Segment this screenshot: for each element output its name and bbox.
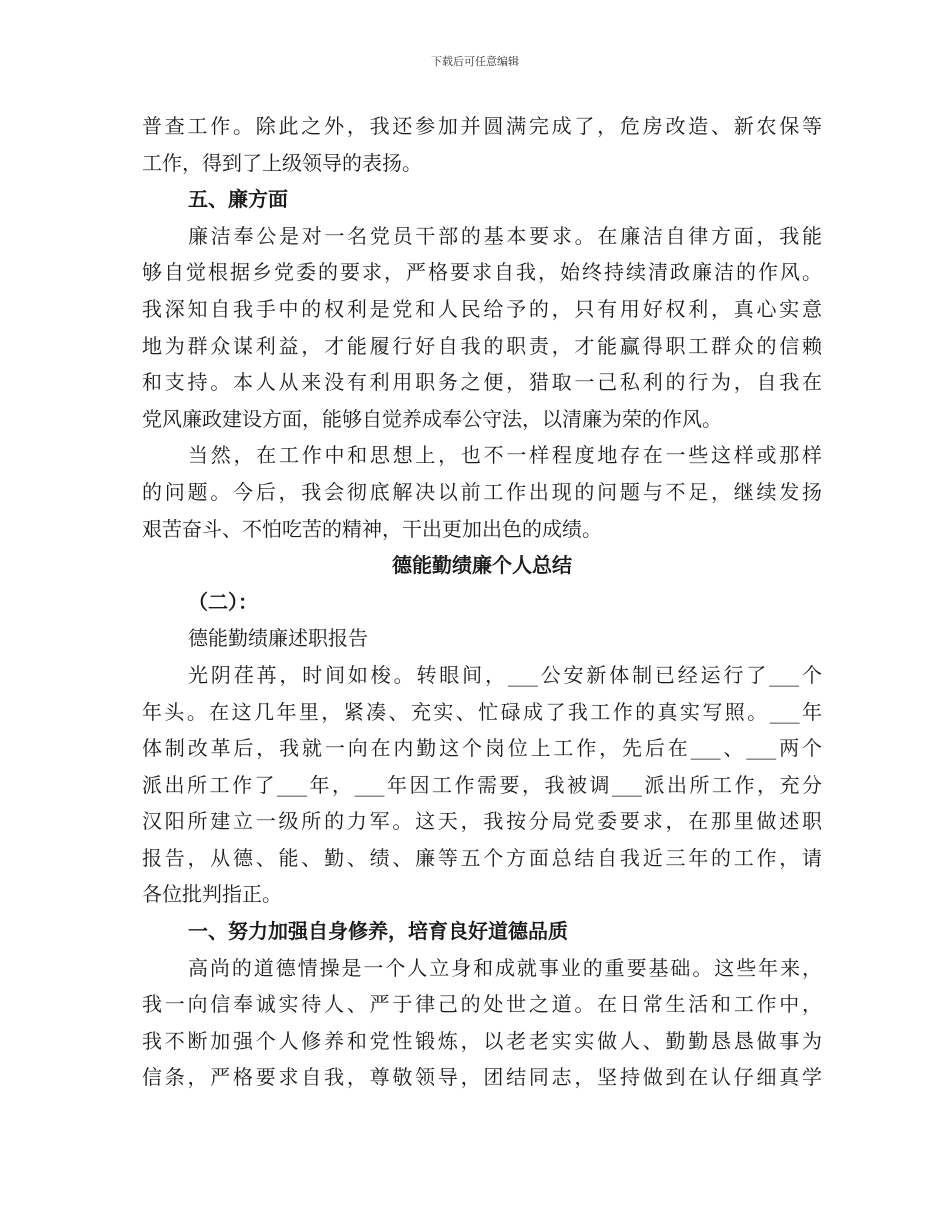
- paragraph-line: 年头。在这几年里，紧凑、充实、忙碌成了我工作的真实写照。___年: [142, 699, 822, 724]
- paragraph-line: 工作，得到了上级领导的表扬。: [142, 150, 422, 175]
- paragraph-line: 廉洁奉公是对一名党员干部的基本要求。在廉洁自律方面，我能: [188, 223, 822, 248]
- report-subtitle: 德能勤绩廉述职报告: [188, 626, 368, 651]
- paragraph-line: 党风廉政建设方面，能够自觉养成奉公守法，以清廉为荣的作风。: [142, 406, 722, 431]
- paragraph-line: 体制改革后，我就一向在内勤这个岗位上工作，先后在___、___两个: [142, 736, 822, 761]
- section-heading: 一、努力加强自身修养，培育良好道德品质: [188, 919, 568, 944]
- paragraph-line: 的问题。今后，我会彻底解决以前工作出现的问题与不足，继续发扬: [142, 479, 822, 504]
- paragraph-line: 艰苦奋斗、不怕吃苦的精神，干出更加出色的成绩。: [142, 516, 602, 541]
- paragraph-line: 汉阳所建立一级所的力军。这天，我按分局党委要求，在那里做述职: [142, 809, 822, 834]
- paragraph-line: 我一向信奉诚实待人、严于律己的处世之道。在日常生活和工作中，: [142, 992, 822, 1017]
- paragraph-line: 普查工作。除此之外，我还参加并圆满完成了，危房改造、新农保等: [142, 114, 822, 138]
- paragraph-line: 我深知自我手中的权利是党和人民给予的，只有用好权利，真心实意: [142, 296, 822, 321]
- paragraph-line: 高尚的道德情操是一个人立身和成就事业的重要基础。这些年来，: [188, 955, 822, 980]
- document-body: [142, 108, 822, 1096]
- paragraph-line: 报告，从德、能、勤、绩、廉等五个方面总结自我近三年的工作，请: [142, 845, 822, 870]
- paragraph-line: 派出所工作了___年，___年因工作需要，我被调___派出所工作，充分: [142, 772, 822, 797]
- paragraph-line: 当然，在工作中和思想上，也不一样程度地存在一些这样或那样: [188, 443, 822, 468]
- paragraph-line: 够自觉根据乡党委的要求，严格要求自我，始终持续清政廉洁的作风。: [142, 260, 822, 285]
- document-title: 德能勤绩廉个人总结: [392, 553, 572, 578]
- paragraph-line: 我不断加强个人修养和党性锻炼，以老老实实做人、勤勤恳恳做事为: [142, 1028, 822, 1053]
- page-header: 下载后可任意编辑: [431, 55, 519, 68]
- paragraph-line: 和支持。本人从来没有利用职务之便，猎取一己私利的行为，自我在: [142, 370, 822, 395]
- paragraph-line: 各位批判指正。: [142, 882, 282, 907]
- paragraph-line: 地为群众谋利益，才能履行好自我的职责，才能赢得职工群众的信赖: [142, 333, 822, 358]
- section-heading: 五、廉方面: [188, 187, 288, 212]
- paragraph-line: 信条，严格要求自我，尊敬领导，团结同志，坚持做到在认仔细真学: [142, 1065, 822, 1090]
- section-heading: （二）：: [188, 589, 258, 614]
- paragraph-line: 光阴荏苒，时间如梭。转眼间，___公安新体制已经运行了___个: [188, 662, 822, 687]
